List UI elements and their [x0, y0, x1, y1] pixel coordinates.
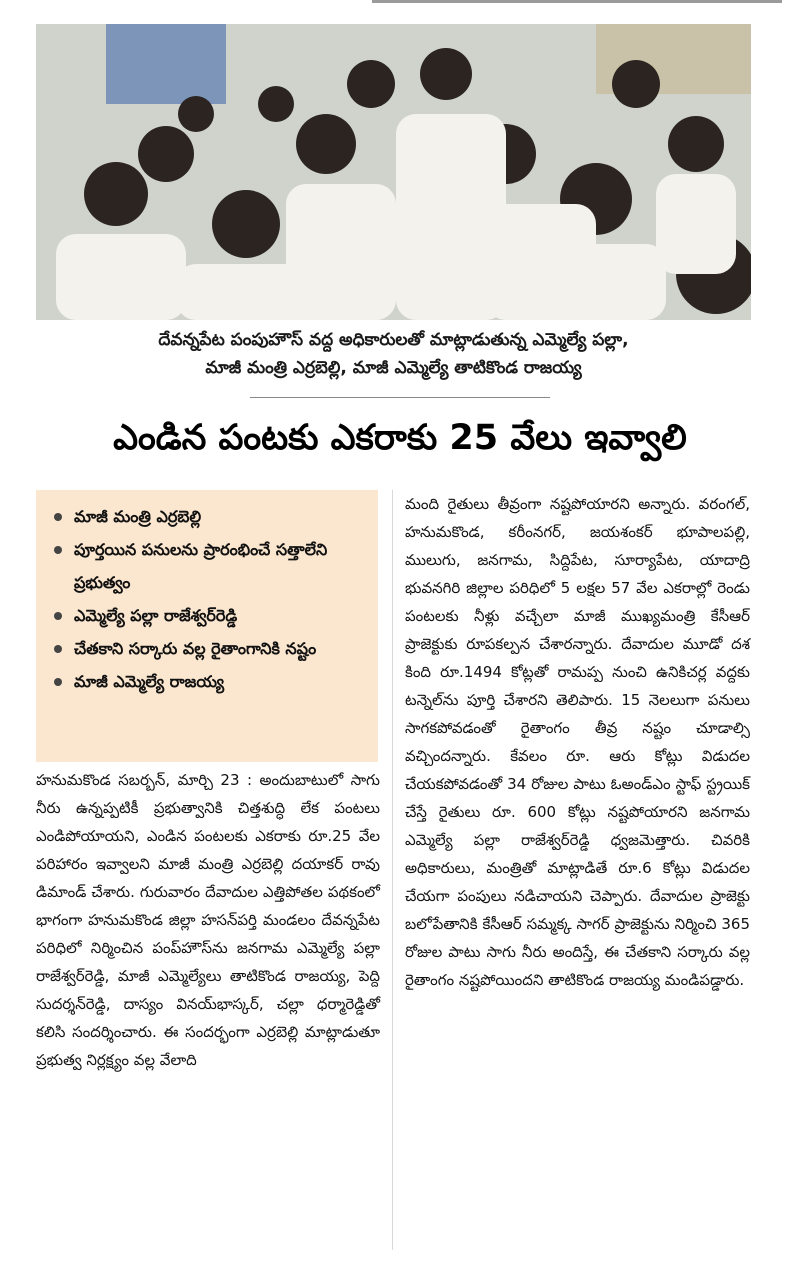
bullet-icon: [54, 678, 62, 686]
highlights-list: [36, 490, 378, 698]
article-column-left: [36, 766, 380, 1256]
highlight-item: [48, 599, 370, 632]
highlight-item: [48, 500, 370, 533]
highlight-item: [48, 533, 370, 599]
highlight-item: [48, 632, 370, 665]
article-left-text: హనుమకొండ సబర్బన్, మార్చి 23 : అందుబాటులో సాగు నీరు ఉన్నప్పటికీ ప్రభుత్వానికి చిత్తశుద్ధి లేక పంటలు ఎండిపోయాయని, ఎండిన పంటలకు ఎకరాకు రూ.25 వేల పరిహారం ఇవ్వాలని మాజీ మంత్రి ఎర్రబెల్లి దయాకర్ రావు డిమాండ్ చేశారు. గురువారం దేవాదుల ఎత్తిపోతల పథకంలో భాగంగా హనుమకొండ జిల్లా హసన్‌పర్తి మండలం దేవన్నపేట పరిధిలో నిర్మించిన పంప్‌హౌస్‌ను జనగామ ఎమ్మెల్యే పల్లా రాజేశ్వర్‌రెడ్డి, మాజీ ఎమ్మెల్యేలు తాటికొండ రాజయ్య, పెద్ది సుదర్శన్‌రెడ్డి, దాస్యం వినయ్‌భాస్కర్, చల్లా ధర్మారెడ్డితో కలిసి సందర్శించారు. ఈ సందర్భంగా ఎర్రబెల్లి మాట్లాడుతూ ప్రభుత్వ నిర్లక్ష్యం వల్ల వేలాది: [36, 771, 380, 1069]
caption-rule: [250, 397, 550, 398]
photo-caption: [36, 326, 751, 382]
article-column-right: [405, 490, 750, 1256]
caption-line-1: దేవన్నపేట పంపుహౌస్ వద్ద అధికారులతో మాట్లాడుతున్న ఎమ్మెల్యే పల్లా,: [158, 330, 629, 350]
highlight-text: మాజీ ఎమ్మెల్యే రాజయ్య: [74, 672, 225, 691]
highlight-item: [48, 665, 370, 698]
people-gathering-photo-icon: [36, 24, 751, 320]
top-rule: [372, 0, 782, 3]
highlights-box: [36, 490, 378, 762]
column-divider: [392, 490, 393, 1250]
bullet-icon: [54, 645, 62, 653]
article-right-text: మంది రైతులు తీవ్రంగా నష్టపోయారని అన్నారు. వరంగల్, హనుమకొండ, కరీంనగర్, జయశంకర్ భూపాలపల్లి, ములుగు, జనగామ, సిద్దిపేట, సూర్యాపేట, యాదాద్రి భువనగిరి జిల్లాల పరిధిలో 5 లక్షల 57 వేల ఎకరాల్లో రెండు పంటలకు నీళ్లు వచ్చేలా మాజీ ముఖ్యమంత్రి కేసీఆర్ ప్రాజెక్టుకు రూపకల్పన చేశారన్నారు. దేవాదుల మూడో దశ కింది రూ.1494 కోట్లతో రామప్ప నుంచి ఉనికిచర్ల వద్దకు టన్నెల్‌ను పూర్తి చేశారని తెలిపారు. 15 నెలలుగా పనులు సాగకపోవడంతో రైతాంగం తీవ్ర నష్టం చూడాల్సి వచ్చిందన్నారు. కేవలం రూ. ఆరు కోట్లు విడుదల చేయకపోవడంతో 34 రోజుల పాటు ఓఅండ్‌ఎం స్టాఫ్ స్ట్రయిక్ చేస్తే రైతులు రూ. 600 కోట్లు నష్టపోయారని జనగామ ఎమ్మెల్యే పల్లా రాజేశ్వర్‌రెడ్డి ధ్వజమెత్తారు. చివరికి అధికారులు, మంత్రితో మాట్లాడితే రూ.6 కోట్లు విడుదల చేయగా పంపులు నడిచాయని చెప్పారు. దేవాదుల ప్రాజెక్టు బలోపేతానికి కేసీఆర్ సమ్మక్క సాగర్ ప్రాజెక్టును నిర్మించి 365 రోజుల పాటు సాగు నీరు అందిస్తే, ఈ చేతకాని సర్కారు వల్ల రైతాంగం నష్టపోయిందని తాటికొండ రాజయ్య మండిపడ్డారు.: [405, 495, 750, 989]
highlight-text: ఎమ్మెల్యే పల్లా రాజేశ్వర్‌రెడ్డి: [74, 606, 238, 625]
caption-line-2: మాజీ మంత్రి ఎర్రబెల్లి, మాజీ ఎమ్మెల్యే తాటికొండ రాజయ్య: [205, 358, 582, 378]
highlight-text: మాజీ మంత్రి ఎర్రబెల్లి: [74, 507, 202, 526]
news-photo: [36, 24, 751, 320]
bullet-icon: [54, 513, 62, 521]
headline: ఎండిన పంటకు ఎకరాకు 25 వేలు ఇవ్వాలి: [113, 418, 687, 458]
highlight-text: పూర్తయిన పనులను ప్రారంభించే సత్తాలేని ప్రభుత్వం: [74, 540, 328, 592]
bullet-icon: [54, 612, 62, 620]
highlight-text: చేతకాని సర్కారు వల్ల రైతాంగానికి నష్టం: [74, 639, 317, 658]
bullet-icon: [54, 546, 62, 554]
